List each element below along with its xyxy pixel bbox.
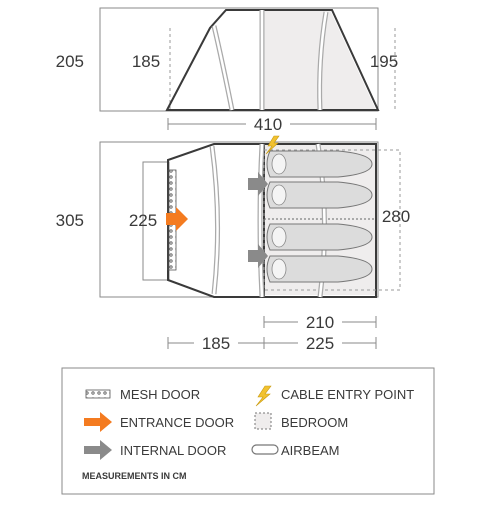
pillow — [272, 259, 286, 279]
floor-width-total: 305 — [55, 211, 84, 230]
floor-width-bedroom: 280 — [381, 207, 411, 226]
pillow — [272, 227, 286, 247]
pillow — [272, 154, 286, 174]
legend-bedroom: BEDROOM — [281, 415, 349, 430]
internal-door-icon — [84, 440, 112, 460]
mesh-door-icon — [86, 390, 110, 398]
side-height-front: 185 — [131, 52, 161, 71]
floor-length-porch: 185 — [201, 334, 231, 353]
airbeam-icon — [252, 445, 278, 454]
measurements-note: MEASUREMENTS IN CM — [82, 471, 187, 481]
side-height-rear: 195 — [369, 52, 399, 71]
entrance-door-icon — [84, 412, 112, 432]
floor-length-bedroom: 225 — [305, 334, 335, 353]
cable-entry-icon — [256, 386, 271, 406]
floor-plan — [56, 136, 411, 353]
side-length: 410 — [253, 115, 283, 134]
side-view — [56, 8, 399, 134]
side-height-total: 205 — [55, 52, 84, 71]
legend-airbeam: AIRBEAM — [281, 443, 340, 458]
legend — [62, 368, 434, 494]
legend-cable-entry: CABLE ENTRY POINT — [281, 387, 415, 402]
legend-entrance-door: ENTRANCE DOOR — [120, 415, 235, 430]
legend-internal-door: INTERNAL DOOR — [120, 443, 227, 458]
legend-mesh-door: MESH DOOR — [120, 387, 201, 402]
pillow — [272, 185, 286, 205]
bedroom-icon — [255, 413, 271, 429]
airbeam-side-1-core — [214, 26, 232, 110]
floor-width-entrance: 225 — [128, 211, 158, 230]
floor-length-bedroom-inner: 210 — [305, 313, 335, 332]
